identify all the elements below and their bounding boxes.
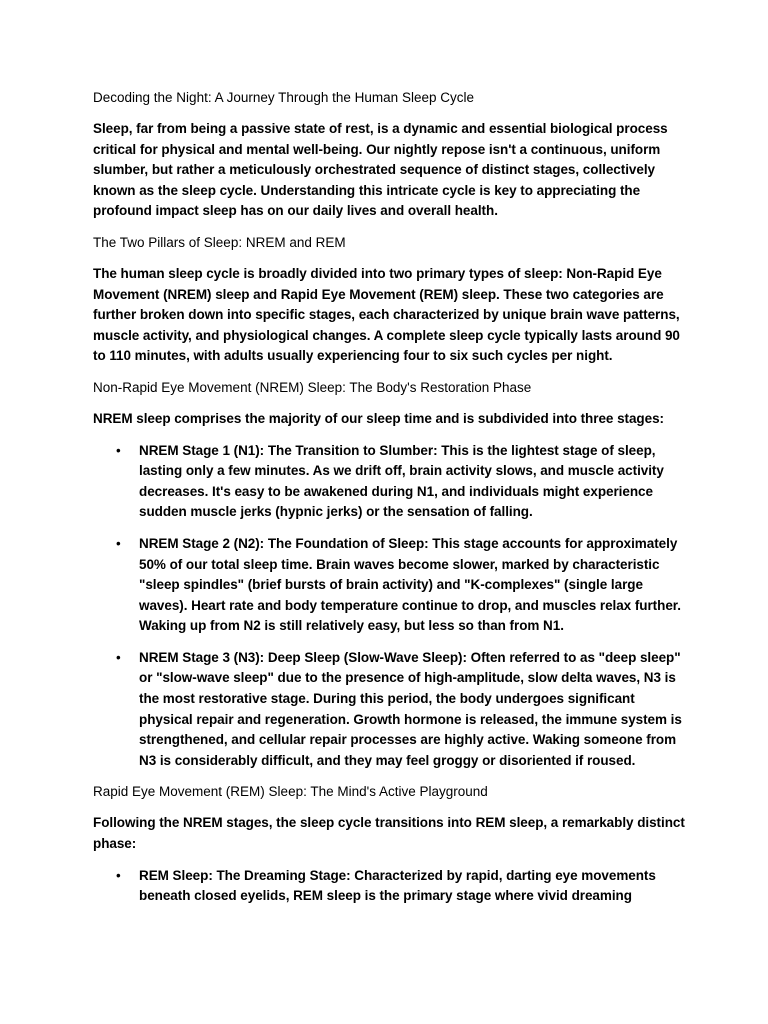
section-heading-nrem: Non-Rapid Eye Movement (NREM) Sleep: The Body's Restoration Phase [93,379,532,395]
nrem-stage-list [93,441,688,772]
intro-paragraph: Sleep, far from being a passive state of rest, is a dynamic and essential biological process critical for physical and mental well-being. Our nightly repose isn't a continuous, uniform slumber, but rather a meticulously orchestrated sequence of distinct stages, collectively known as the sleep cycle. Understanding this intricate cycle is key to appreciating the profound impact sleep has on our daily lives and overall health. [93,121,668,219]
list-item-text: NREM Stage 1 (N1): The Transition to Slumber: This is the lightest stage of sleep, lasting only a few minutes. As we drift off, brain activity slows, and muscle activity decreases. It's easy to be awakened during N1, and individuals might experience sudden muscle jerks (hypnic jerks) or the sensation of falling. [139,442,664,520]
rem-stage-list [93,866,688,907]
list-item-text: NREM Stage 2 (N2): The Foundation of Sleep: This stage accounts for approximately 50% of our total sleep time. Brain waves become slower, marked by characteristic "sleep spindles" (brief bursts of brain activity) and "K-complexes" (single large waves). Heart rate and body temperature continue to drop, and muscles relax further. Waking up from N2 is still relatively easy, but less so than from N1. [139,535,681,634]
document-title: Decoding the Night: A Journey Through the Human Sleep Cycle [93,90,474,105]
rem-paragraph: Following the NREM stages, the sleep cycle transitions into REM sleep, a remarkably distinct phase: [93,815,685,852]
section-heading-rem: Rapid Eye Movement (REM) Sleep: The Mind's Active Playground [93,784,488,800]
bullet-icon: • [116,867,121,883]
bullet-icon: • [116,535,121,551]
document-page [93,88,688,918]
list-item-text: REM Sleep: The Dreaming Stage: Characterized by rapid, darting eye movements beneath closed eyelids, REM sleep is the primary stage where vivid dreaming [139,867,656,904]
list-item-nrem-stage-3 [93,648,688,772]
bullet-icon: • [116,442,121,458]
list-item-rem-sleep [93,866,688,907]
list-item-text: NREM Stage 3 (N3): Deep Sleep (Slow-Wave Sleep): Often referred to as "deep sleep" or "slow-wave sleep" due to the presence of high-amplitude, slow delta waves, N3 is the most restorative stage. During this period, the body undergoes significant physical repair and regeneration. Growth hormone is released, the immune system is strengthened, and cellular repair processes are highly active. Waking someone from N3 is considerably difficult, and they may feel groggy or disoriented if roused. [139,649,682,768]
nrem-paragraph: NREM sleep comprises the majority of our sleep time and is subdivided into three stages: [93,410,664,426]
section-heading-two-pillars: The Two Pillars of Sleep: NREM and REM [93,234,346,250]
list-item-nrem-stage-1 [93,441,688,523]
two-pillars-paragraph: The human sleep cycle is broadly divided into two primary types of sleep: Non-Rapid Eye Movement (NREM) sleep and Rapid Eye Movement (REM) sleep. These two categories are further broken down into specific stages, each characterized by unique brain wave patterns, muscle activity, and physiological changes. A complete sleep cycle typically lasts around 90 to 110 minutes, with adults usually experiencing four to six such cycles per night. [93,265,680,364]
list-item-nrem-stage-2 [93,534,688,637]
bullet-icon: • [116,649,121,665]
